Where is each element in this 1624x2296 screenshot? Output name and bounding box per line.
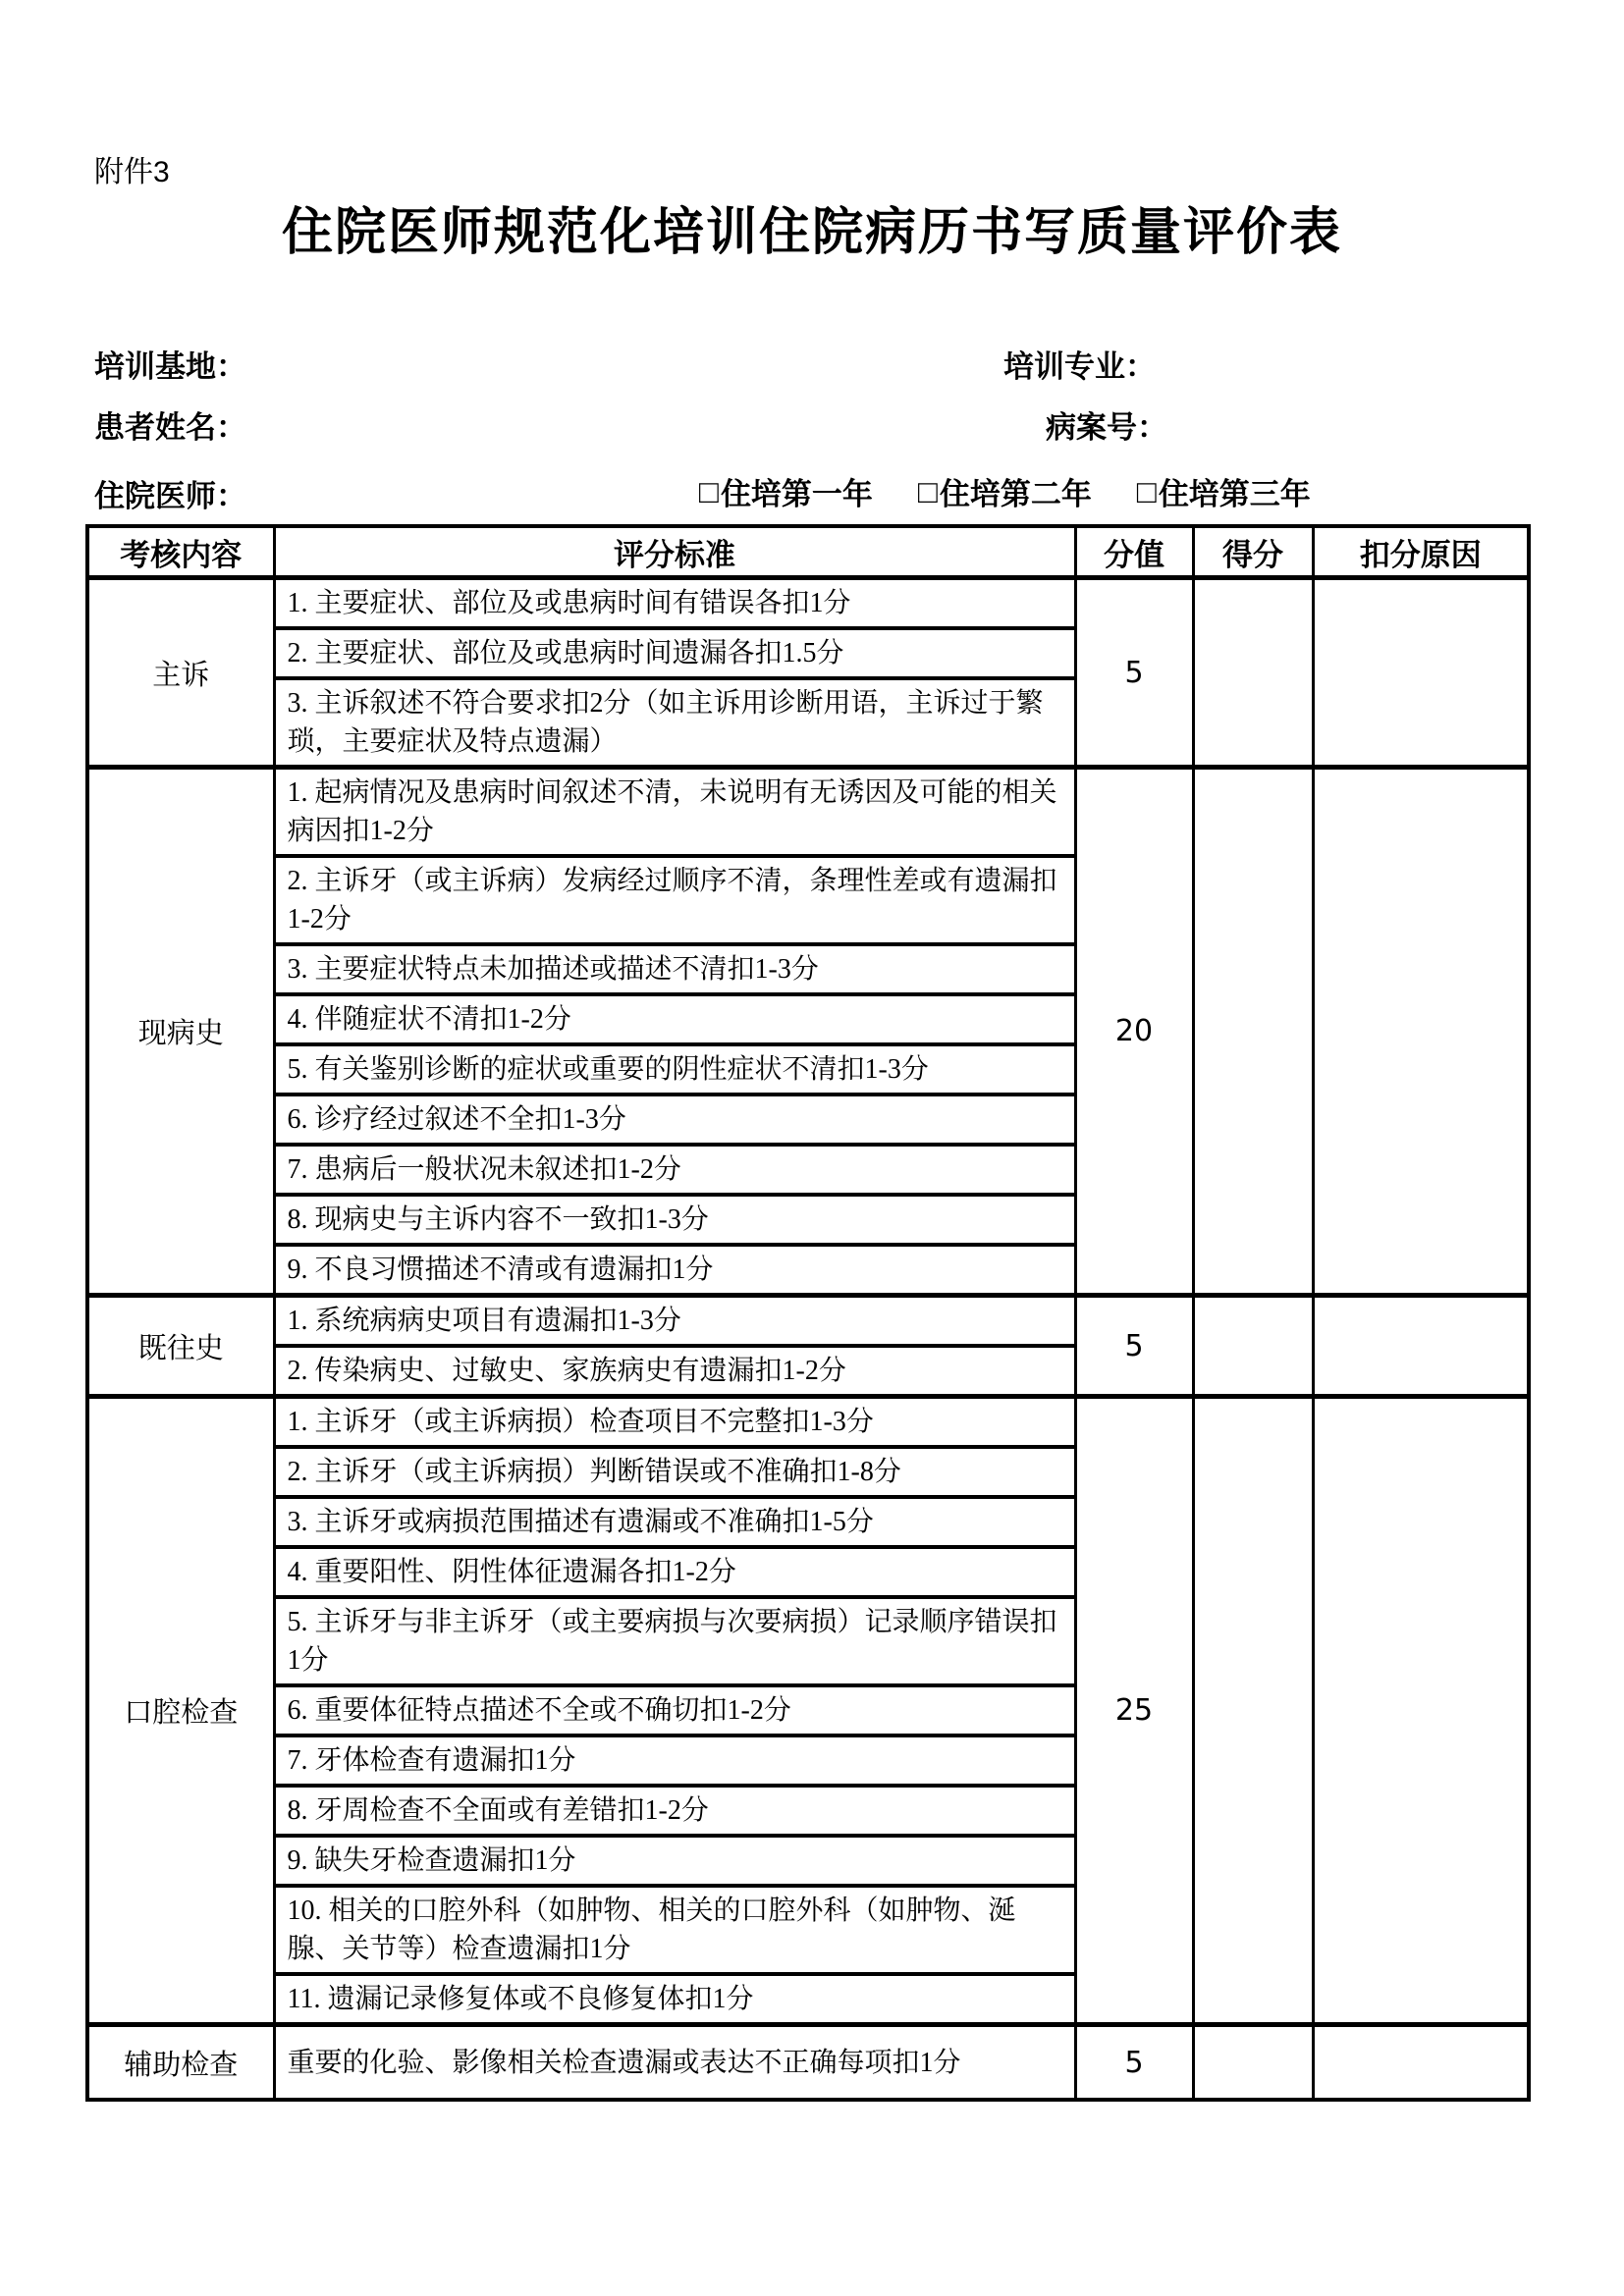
criterion-cell: 3. 主要症状特点未加描述或描述不清扣1-3分 (274, 944, 1075, 994)
obtained-score-cell (1193, 2025, 1313, 2101)
criterion-cell: 6. 诊疗经过叙述不全扣1-3分 (274, 1095, 1075, 1145)
deduction-reason-cell (1313, 1397, 1529, 2025)
criterion-cell: 8. 牙周检查不全面或有差错扣1-2分 (274, 1786, 1075, 1836)
obtained-score-cell (1193, 1397, 1313, 2025)
checkbox-icon: □ (699, 473, 719, 509)
criteria-row (87, 2025, 1529, 2101)
deduction-reason-cell (1313, 578, 1529, 768)
year-option-3 (1137, 469, 1311, 513)
year-option-2 (918, 469, 1092, 513)
criterion-cell: 1. 系统病病史项目有遗漏扣1-3分 (274, 1296, 1075, 1347)
criterion-cell: 4. 伴随症状不清扣1-2分 (274, 994, 1075, 1044)
year-option-label: 住培第三年 (1158, 477, 1311, 511)
criterion-cell: 8. 现病史与主诉内容不一致扣1-3分 (274, 1195, 1075, 1245)
score-cell: 20 (1075, 768, 1193, 1296)
year-option-label: 住培第二年 (939, 477, 1092, 511)
attachment-label: 附件3 (94, 156, 170, 188)
checkbox-icon: □ (917, 473, 938, 509)
score-cell: 25 (1075, 1397, 1193, 2025)
category-cell: 辅助检查 (87, 2025, 274, 2101)
criterion-cell: 4. 重要阳性、阴性体征遗漏各扣1-2分 (274, 1547, 1075, 1597)
criterion-cell: 11. 遗漏记录修复体或不良修复体扣1分 (274, 1974, 1075, 2025)
header-category: 考核内容 (87, 526, 274, 578)
header-deduction-reason: 扣分原因 (1313, 526, 1529, 578)
obtained-score-cell (1193, 1296, 1313, 1397)
criteria-row (87, 1296, 1529, 1347)
criterion-cell: 1. 主诉牙（或主诉病损）检查项目不完整扣1-3分 (274, 1397, 1075, 1448)
criterion-cell: 3. 主诉牙或病损范围描述有遗漏或不准确扣1-5分 (274, 1497, 1075, 1547)
criteria-row (87, 1397, 1529, 1448)
training-base-label: 培训基地： (94, 349, 246, 384)
criterion-cell: 6. 重要体征特点描述不全或不确切扣1-2分 (274, 1685, 1075, 1735)
score-cell: 5 (1075, 2025, 1193, 2101)
year-option-1 (699, 469, 873, 513)
checkbox-icon: □ (1136, 473, 1157, 509)
year-option-label: 住培第一年 (720, 477, 873, 511)
deduction-reason-cell (1313, 2025, 1529, 2101)
criteria-row (87, 768, 1529, 857)
criterion-cell: 重要的化验、影像相关检查遗漏或表达不正确每项扣1分 (274, 2025, 1075, 2101)
criterion-cell: 5. 主诉牙与非主诉牙（或主要病损与次要病损）记录顺序错误扣1分 (274, 1597, 1075, 1685)
score-cell: 5 (1075, 578, 1193, 768)
deduction-reason-cell (1313, 1296, 1529, 1397)
resident-label: 住院医师： (94, 479, 246, 513)
header-score-obtained: 得分 (1193, 526, 1313, 578)
criterion-cell: 2. 传染病史、过敏史、家族病史有遗漏扣1-2分 (274, 1346, 1075, 1397)
obtained-score-cell (1193, 768, 1313, 1296)
score-cell: 5 (1075, 1296, 1193, 1397)
criterion-cell: 1. 主要症状、部位及或患病时间有错误各扣1分 (274, 578, 1075, 629)
header-score-value: 分值 (1075, 526, 1193, 578)
criteria-row (87, 578, 1529, 629)
evaluation-table (85, 524, 1531, 2102)
criterion-cell: 10. 相关的口腔外科（如肿物、相关的口腔外科（如肿物、涎腺、关节等）检查遗漏扣1分 (274, 1886, 1075, 1974)
page-title: 住院医师规范化培训住院病历书写质量评价表 (281, 204, 1342, 261)
training-year-options (699, 469, 1311, 513)
criterion-cell: 9. 不良习惯描述不清或有遗漏扣1分 (274, 1245, 1075, 1296)
header-criteria: 评分标准 (274, 526, 1075, 578)
meta-row-patient (94, 402, 1565, 444)
criterion-cell: 3. 主诉叙述不符合要求扣2分（如主诉用诊断用语，主诉过于繁琐，主要症状及特点遗漏） (274, 678, 1075, 768)
training-specialty-label: 培训专业： (1003, 349, 1156, 384)
criterion-cell: 2. 主诉牙（或主诉病损）判断错误或不准确扣1-8分 (274, 1447, 1075, 1497)
table-header-row (87, 526, 1529, 578)
criterion-cell: 1. 起病情况及患病时间叙述不清，未说明有无诱因及可能的相关病因扣1-2分 (274, 768, 1075, 857)
patient-name-label: 患者姓名： (94, 410, 246, 445)
record-number-label: 病案号： (1046, 410, 1167, 445)
criterion-cell: 2. 主要症状、部位及或患病时间遗漏各扣1.5分 (274, 628, 1075, 678)
deduction-reason-cell (1313, 768, 1529, 1296)
criterion-cell: 9. 缺失牙检查遗漏扣1分 (274, 1836, 1075, 1886)
meta-row-training (94, 342, 1565, 383)
obtained-score-cell (1193, 578, 1313, 768)
category-cell: 口腔检查 (87, 1397, 274, 2025)
category-cell: 主诉 (87, 578, 274, 768)
category-cell: 现病史 (87, 768, 274, 1296)
criterion-cell: 7. 患病后一般状况未叙述扣1-2分 (274, 1145, 1075, 1195)
category-cell: 既往史 (87, 1296, 274, 1397)
criterion-cell: 7. 牙体检查有遗漏扣1分 (274, 1735, 1075, 1786)
criterion-cell: 5. 有关鉴别诊断的症状或重要的阴性症状不清扣1-3分 (274, 1044, 1075, 1095)
criterion-cell: 2. 主诉牙（或主诉病）发病经过顺序不清，条理性差或有遗漏扣1-2分 (274, 856, 1075, 944)
meta-row-resident (94, 471, 1565, 512)
